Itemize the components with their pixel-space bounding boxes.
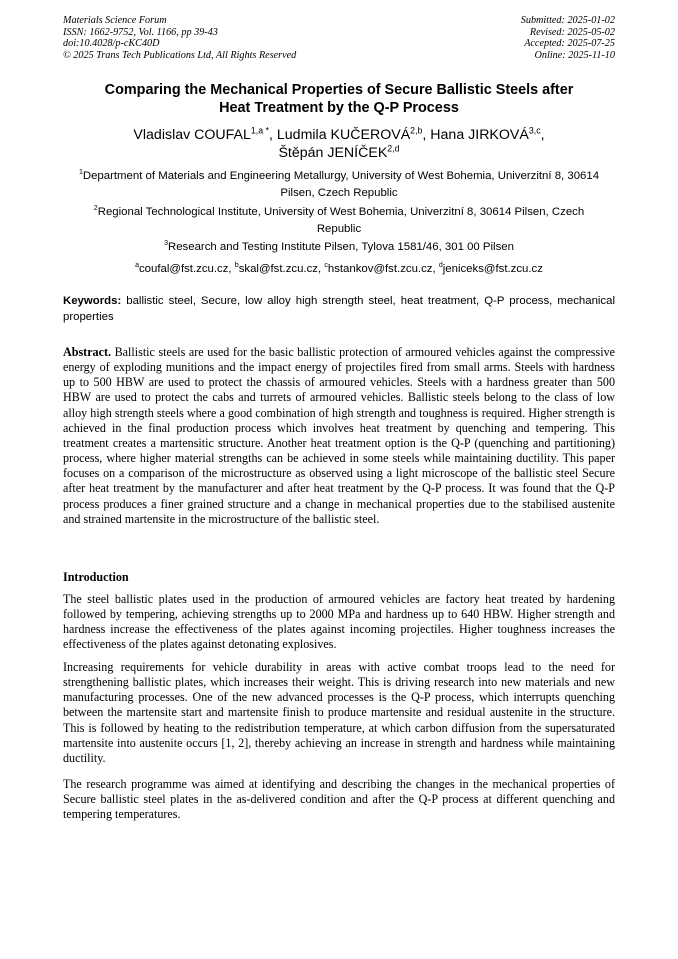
author-affiliation-marker: 3,c bbox=[528, 125, 541, 136]
author-name: Ludmila KUČEROVÁ bbox=[276, 127, 411, 143]
email-link[interactable]: jeniceks@fst.zcu.cz bbox=[442, 263, 543, 275]
author-separator: , bbox=[422, 127, 431, 143]
doi-line[interactable]: doi:10.4028/p-cKC40D bbox=[63, 38, 160, 49]
affiliation-2 bbox=[63, 204, 615, 237]
intro-paragraph-2: Increasing requirements for vehicle durability in areas with active combat troops lead to the need for strengthening ballistic plates, which increases their weight. This is driving research into new materials and new manufacturing processes. One of the new advanced processes is the Q-P process, which interrupts quenching between the martensite start and martensite finish to produce martensite and residual austenite in the structure. This is followed by heating to the redistribution temperature, at which carbon diffusion from the supersaturated martensite into austenite occurs [1, 2], thereby achieving an increase in strength and hardness while maintaining ductility. bbox=[63, 660, 615, 765]
author-list bbox=[63, 126, 615, 162]
author-affiliation-marker: 2,d bbox=[387, 143, 400, 154]
title-line-2: Heat Treatment by the Q-P Process bbox=[219, 99, 459, 116]
email-marker: a bbox=[135, 262, 139, 270]
email-link[interactable]: skal@fst.zcu.cz bbox=[238, 263, 318, 275]
author-affiliation-marker: 2,b bbox=[410, 125, 423, 136]
author-name: Vladislav COUFAL bbox=[133, 127, 251, 143]
author-name: Štěpán JENÍČEK bbox=[278, 145, 388, 161]
affiliation-text: Department of Materials and Engineering Metallurgy, University of West Bohemia, Univerzitní 8, 30614 Pilsen, Czech Republic bbox=[82, 170, 600, 199]
abstract bbox=[63, 345, 615, 527]
submission-dates bbox=[521, 15, 615, 61]
intro-paragraph-3: The research programme was aimed at identifying and describing the changes in the mechanical properties of Secure ballistic steel plates in the as-delivered condition and after the Q-P process at different quenching and tempering temperatures. bbox=[63, 777, 615, 822]
email-list bbox=[63, 261, 615, 278]
intro-paragraph-1: The steel ballistic plates used in the production of armoured vehicles are factory heat treated by hardening followed by tempering, achieving strengths up to 2000 MPa and hardness up to 640 HBW. Higher strength and hardness increase the effectiveness of the plates against incoming projectiles. Higher toughness increases the effectiveness of the plates against detonating explosives. bbox=[63, 592, 615, 652]
title-line-1: Comparing the Mechanical Properties of Secure Ballistic Steels after bbox=[104, 82, 574, 98]
keywords-text: ballistic steel, Secure, low alloy high strength steel, heat treatment, Q-P process, mechanical properties bbox=[63, 295, 615, 323]
keywords-label: Keywords: bbox=[63, 295, 122, 307]
email-separator: , bbox=[228, 263, 235, 275]
affiliation-text: Research and Testing Institute Pilsen, Tylova 1581/46, 301 00 Pilsen bbox=[167, 241, 514, 253]
email-link[interactable]: coufal@fst.zcu.cz bbox=[138, 263, 229, 275]
copyright-line: © 2025 Trans Tech Publications Ltd, All Rights Reserved bbox=[63, 49, 297, 61]
email-marker: b bbox=[234, 262, 239, 270]
revised-date: Revised: 2025-05-02 bbox=[529, 26, 615, 38]
journal-name: Materials Science Forum bbox=[63, 15, 167, 26]
section-heading-introduction: Introduction bbox=[63, 570, 129, 584]
email-marker: d bbox=[438, 262, 443, 270]
accepted-date: Accepted: 2025-07-25 bbox=[524, 38, 615, 49]
email-separator: , bbox=[432, 263, 439, 275]
journal-info bbox=[63, 15, 296, 61]
affiliation-text: Regional Technological Institute, University of West Bohemia, Univerzitní 8, 30614 Pilsen, Czech Republic bbox=[97, 206, 585, 235]
author-separator: , bbox=[269, 127, 277, 143]
author-affiliation-marker: 1,a * bbox=[250, 125, 270, 136]
email-link[interactable]: hstankov@fst.zcu.cz bbox=[327, 263, 433, 275]
abstract-label: Abstract. bbox=[63, 345, 112, 359]
keywords bbox=[63, 294, 615, 325]
email-separator: , bbox=[317, 263, 325, 275]
author-name: Hana JIRKOVÁ bbox=[430, 127, 529, 143]
submitted-date: Submitted: 2025-01-02 bbox=[520, 15, 615, 26]
author-separator: , bbox=[540, 127, 545, 143]
affiliation-number: 3 bbox=[164, 240, 168, 248]
abstract-text: Ballistic steels are used for the basic ballistic protection of armoured vehicles against the compressive energy of exploding munitions and the impact energy of projectiles fired from small arms. Steels with hardness up to 500 HBW are used to protect the chassis of armoured vehicles. Steels with a hardness greater than 500 HBW are used to protect the cabs and turrets of armoured vehicles. Ballistic steels belong to the class of low alloy high strength steels where a good combination of high strength and toughness is required. Higher strength is achieved in the final production process which involves heat treatment by quenching and tempering. This treatment creates a martensitic structure. Another heat treatment option is the Q-P (quenching and partitioning) process, where higher material strengths can be achieved in some steels while maintaining ductility. This paper focuses on a comparison of the microstructure as observed using a light microscope of the ballistic steel Secure after heat treatment by the manufacturer and after heat treatment by the Q-P process. It was found that the Q-P process produces a finer grained structure and a change in mechanical properties due to the stabilised austenite and strained martensite in the microstructure of the ballistic steel. bbox=[63, 345, 615, 526]
affiliation-number: 1 bbox=[78, 169, 83, 177]
online-date: Online: 2025-11-10 bbox=[534, 49, 615, 61]
affiliation-3 bbox=[63, 239, 615, 256]
issn-line: ISSN: 1662-9752, Vol. 1166, pp 39-43 bbox=[63, 26, 218, 38]
affiliation-number: 2 bbox=[93, 205, 98, 213]
affiliation-1 bbox=[63, 168, 615, 201]
email-marker: c bbox=[324, 262, 328, 270]
paper-title bbox=[63, 82, 615, 117]
